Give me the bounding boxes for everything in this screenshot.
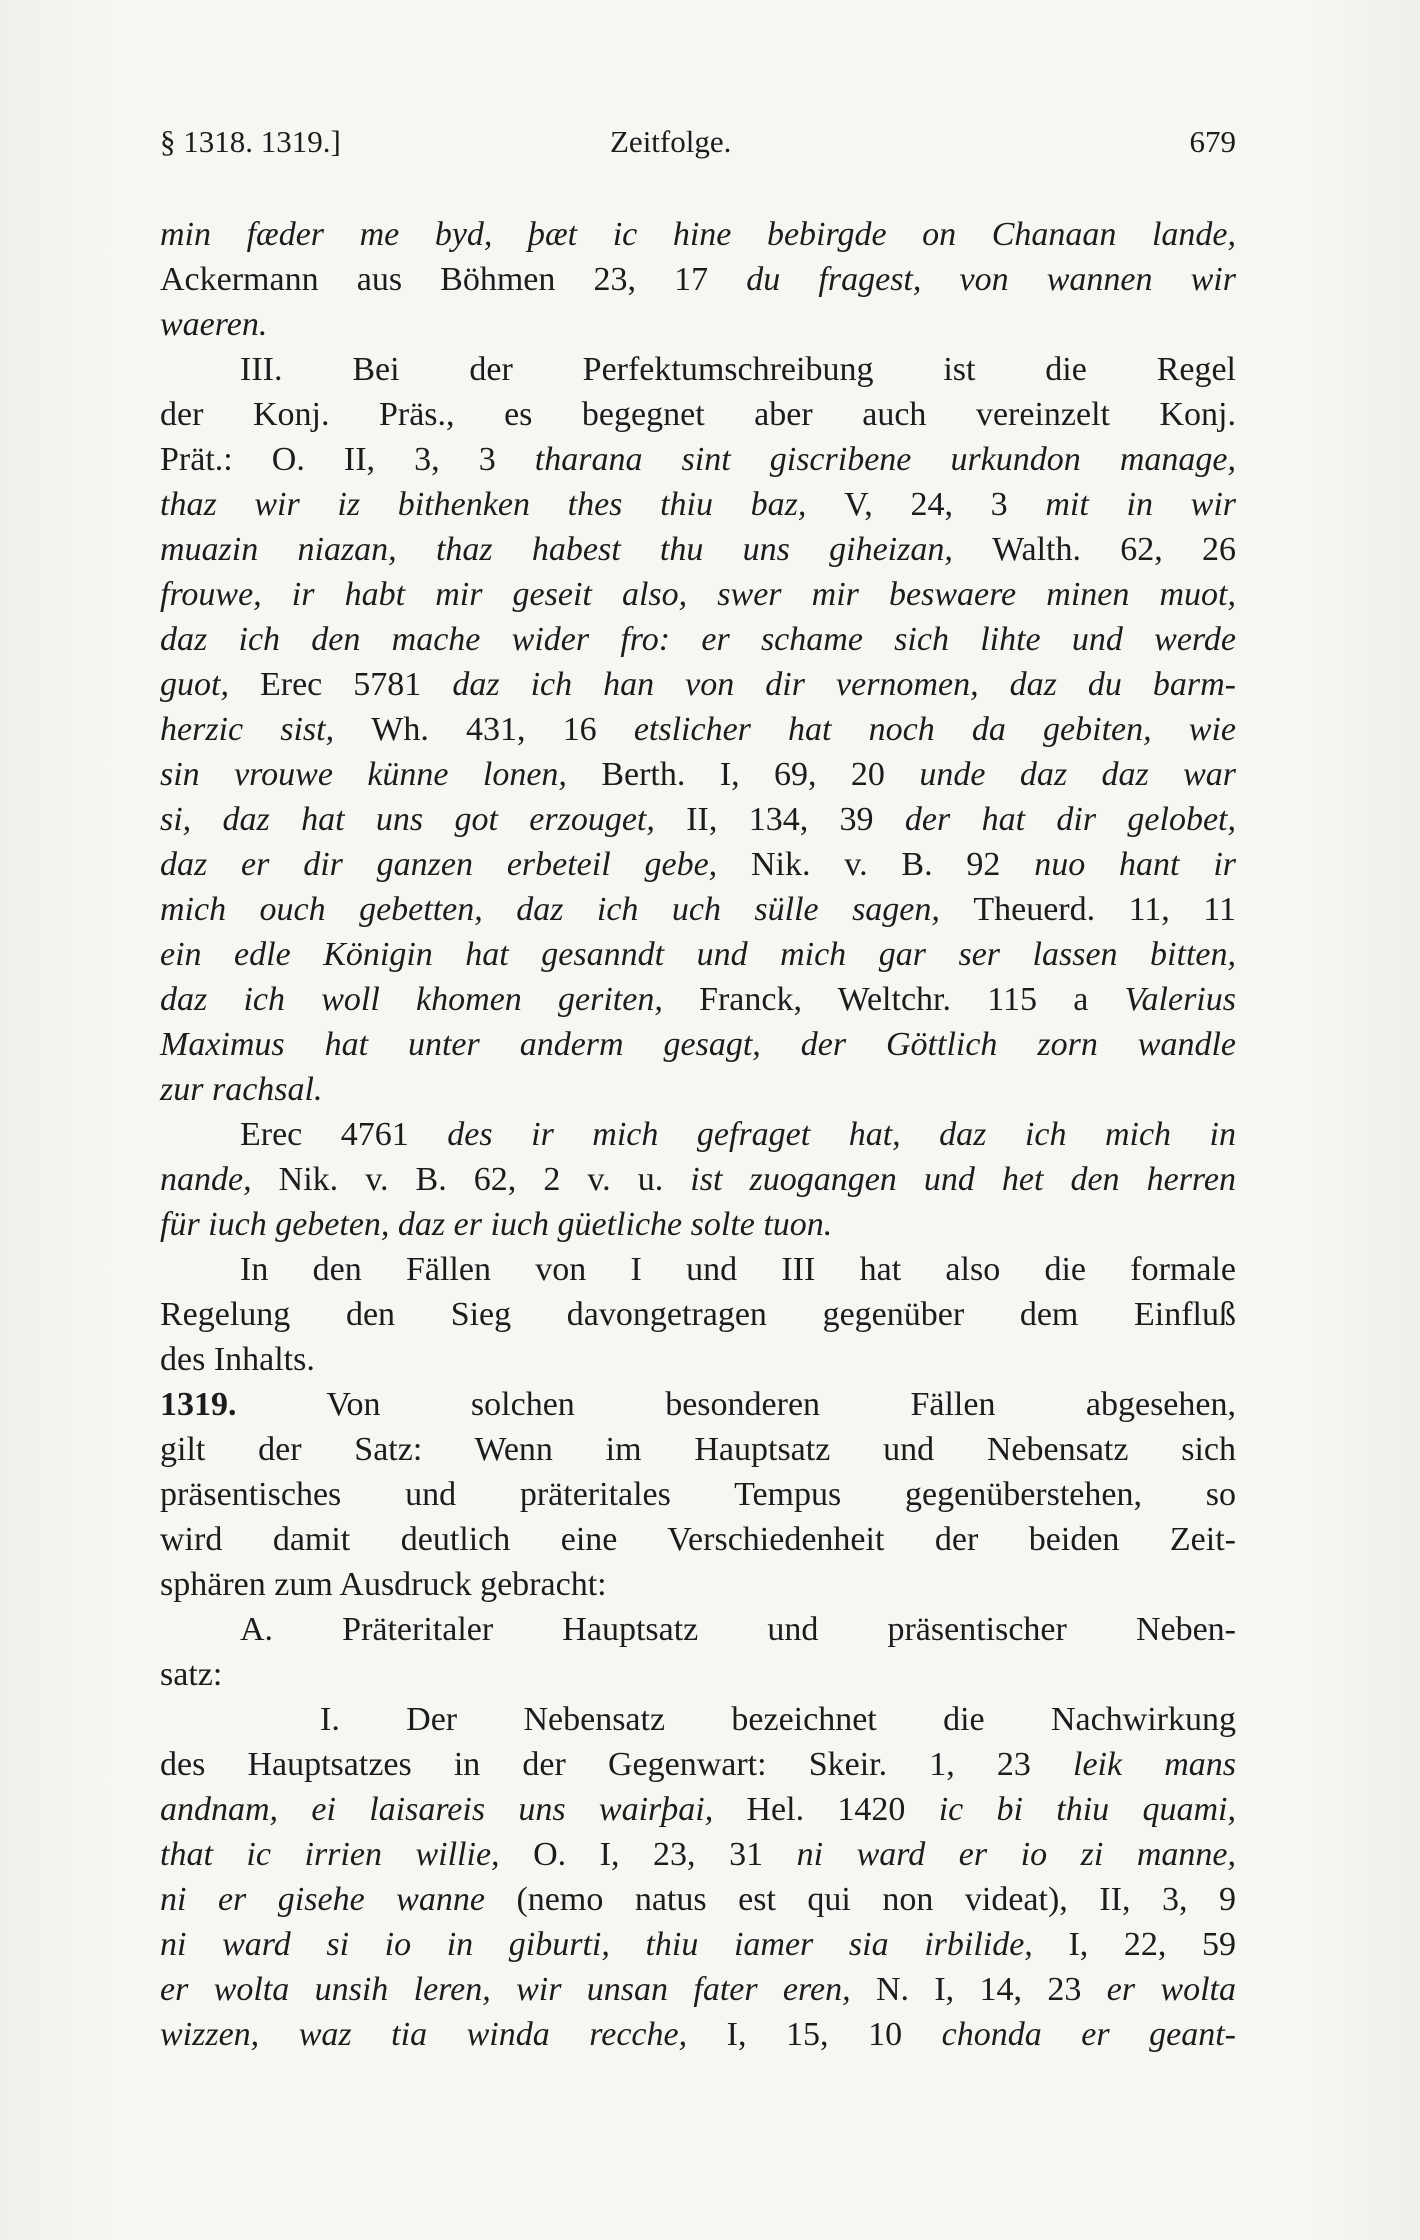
italic-citation-text: thaz wir iz bithenken thes thiu baz,: [160, 486, 845, 523]
text-run: N. I, 14, 23: [875, 1971, 1107, 2008]
text-line: [160, 302, 1236, 347]
text-line: [160, 887, 1236, 932]
italic-citation-text: Valerius: [1124, 981, 1236, 1018]
text-line: [160, 707, 1236, 752]
text-run: gilt der Satz: Wenn im Hauptsatz und Nebensatz sich: [160, 1431, 1236, 1468]
italic-citation-text: ein edle Königin hat gesanndt und mich gar ser lassen bitten,: [160, 936, 1236, 973]
italic-citation-text: daz ich han von dir vernomen, daz du barm-: [452, 666, 1237, 703]
text-run: Regelung den Sieg davongetragen gegenüber dem Einfluß: [160, 1296, 1236, 1333]
text-line: [160, 1652, 1236, 1697]
italic-citation-text: daz ich den mache wider fro: er schame sich lihte und werde: [160, 621, 1236, 658]
text-line: [160, 1292, 1236, 1337]
italic-citation-text: herzic sist,: [160, 711, 372, 748]
italic-citation-text: mich ouch gebetten, daz ich uch sülle sagen,: [160, 891, 974, 928]
text-run: O. I, 23, 31: [533, 1836, 797, 1873]
text-line: [160, 752, 1236, 797]
text-run: des Hauptsatzes in der Gegenwart: Skeir. 1, 23: [160, 1746, 1073, 1783]
text-run: Franck, Weltchr. 115 a: [699, 981, 1125, 1018]
italic-citation-text: ic bi thiu quami,: [938, 1791, 1236, 1828]
text-run: II, 134, 39: [686, 801, 905, 838]
italic-citation-text: nuo hant ir: [1034, 846, 1236, 883]
italic-citation-text: des ir mich gefraget hat, daz ich mich in: [447, 1116, 1236, 1153]
text-run: präsentisches und präteritales Tempus gegenüberstehen, so: [160, 1476, 1236, 1513]
section-number: 1319.: [160, 1386, 237, 1423]
italic-citation-text: ni er gisehe wanne: [160, 1881, 517, 1918]
text-line: [160, 842, 1236, 887]
text-run: der Konj. Präs., es begegnet aber auch vereinzelt Konj.: [160, 396, 1236, 433]
text-line: [160, 257, 1236, 302]
text-run: Walth. 62, 26: [992, 531, 1236, 568]
italic-citation-text: etslicher hat noch da gebiten, wie: [633, 711, 1237, 748]
text-line: [160, 482, 1236, 527]
text-line: [160, 1787, 1236, 1832]
italic-citation-text: Maximus hat unter anderm gesagt, der Göttlich zorn wandle: [160, 1026, 1236, 1063]
text-run: I. Der Nebensatz bezeichnet die Nachwirkung: [320, 1701, 1236, 1738]
text-line: [160, 527, 1236, 572]
text-run: A. Präteritaler Hauptsatz und präsentischer Neben-: [240, 1611, 1236, 1648]
italic-citation-text: that ic irrien willie,: [160, 1836, 534, 1873]
italic-citation-text: der hat dir gelobet,: [904, 801, 1236, 838]
text-line: [160, 1517, 1236, 1562]
text-run: (nemo natus est qui non videat), II, 3, 9: [516, 1881, 1236, 1918]
text-run: Hel. 1420: [746, 1791, 939, 1828]
text-line: [160, 1967, 1236, 2012]
text-line: [160, 1247, 1236, 1292]
text-line: [160, 1607, 1236, 1652]
italic-citation-text: daz ich woll khomen geriten,: [160, 981, 700, 1018]
italic-citation-text: min fæder me byd, þæt ic hine bebirgde on Chanaan lande,: [160, 216, 1236, 253]
italic-citation-text: andnam, ei laisareis uns wairþai,: [160, 1791, 747, 1828]
text-line: [160, 1922, 1236, 1967]
text-run: sphären zum Ausdruck gebracht:: [160, 1566, 607, 1603]
italic-citation-text: er wolta: [1106, 1971, 1236, 2008]
italic-citation-text: zur rachsal.: [160, 1071, 323, 1108]
section-reference: § 1318. 1319.]: [160, 124, 341, 159]
text-line: [160, 1427, 1236, 1472]
italic-citation-text: tharana sint giscribene urkundon manage,: [534, 441, 1236, 478]
italic-citation-text: ist zuogangen und het den herren: [690, 1161, 1236, 1198]
text-run: III. Bei der Perfektumschreibung ist die Regel: [240, 351, 1236, 388]
text-line: [160, 437, 1236, 482]
italic-citation-text: guot,: [160, 666, 260, 703]
italic-citation-text: nande,: [160, 1161, 279, 1198]
text-run: Nik. v. B. 92: [750, 846, 1035, 883]
page-title: Zeitfolge.: [610, 124, 732, 159]
text-run: V, 24, 3: [844, 486, 1046, 523]
text-run: Erec 5781: [259, 666, 453, 703]
italic-citation-text: waeren.: [160, 306, 268, 343]
text-run: I, 22, 59: [1068, 1926, 1236, 1963]
text-line: [160, 1157, 1236, 1202]
page-number: 679: [1189, 124, 1236, 159]
text-run: Berth. I, 69, 20: [601, 756, 920, 793]
text-run: Erec 4761: [240, 1116, 448, 1153]
text-line: [160, 1697, 1236, 1742]
text-line: [160, 1472, 1236, 1517]
italic-citation-text: daz er dir ganzen erbeteil gebe,: [160, 846, 751, 883]
text-run: Prät.: O. II, 3, 3: [160, 441, 535, 478]
text-line: [160, 1337, 1236, 1382]
text-line: [160, 662, 1236, 707]
italic-citation-text: ni ward er io zi manne,: [796, 1836, 1236, 1873]
italic-citation-text: du fragest, von wannen wir: [746, 261, 1236, 298]
text-run: wird damit deutlich eine Verschiedenheit der beiden Zeit-: [160, 1521, 1236, 1558]
body-text: [160, 212, 1236, 2057]
text-line: [160, 1112, 1236, 1157]
text-run: satz:: [160, 1656, 223, 1693]
italic-citation-text: wizzen, waz tia winda recche,: [160, 2016, 727, 2053]
text-line: [160, 1022, 1236, 1067]
italic-citation-text: unde daz daz war: [919, 756, 1237, 793]
text-run: des Inhalts.: [160, 1341, 315, 1378]
italic-citation-text: für iuch gebeten, daz er iuch güetliche solte tuon.: [160, 1206, 833, 1243]
text-line: [160, 392, 1236, 437]
text-line: [160, 977, 1236, 1022]
text-line: [160, 212, 1236, 257]
text-line: [160, 1877, 1236, 1922]
text-run: Von solchen besonderen Fällen abgesehen,: [236, 1386, 1236, 1423]
text-run: Wh. 431, 16: [371, 711, 634, 748]
italic-citation-text: ni ward si io in giburti, thiu iamer sia irbilide,: [160, 1926, 1069, 1963]
text-line: [160, 1832, 1236, 1877]
text-run: Theuerd. 11, 11: [973, 891, 1236, 928]
text-line: [160, 797, 1236, 842]
italic-citation-text: frouwe, ir habt mir geseit also, swer mir beswaere minen muot,: [160, 576, 1236, 613]
text-line: [160, 347, 1236, 392]
italic-citation-text: si, daz hat uns got erzouget,: [160, 801, 687, 838]
running-header: [160, 124, 1236, 168]
italic-citation-text: chonda er geant-: [941, 2016, 1237, 2053]
text-line: [160, 2012, 1236, 2057]
text-line: [160, 932, 1236, 977]
italic-citation-text: mit in wir: [1045, 486, 1236, 523]
text-line: [160, 617, 1236, 662]
italic-citation-text: sin vrouwe künne lonen,: [160, 756, 602, 793]
italic-citation-text: muazin niazan, thaz habest thu uns giheizan,: [160, 531, 993, 568]
italic-citation-text: leik mans: [1073, 1746, 1236, 1783]
text-line: [160, 1202, 1236, 1247]
text-run: Nik. v. B. 62, 2 v. u.: [278, 1161, 691, 1198]
italic-citation-text: er wolta unsih leren, wir unsan fater eren,: [160, 1971, 876, 2008]
text-run: Ackermann aus Böhmen 23, 17: [160, 261, 747, 298]
text-line: [160, 1562, 1236, 1607]
text-line: [160, 572, 1236, 617]
text-run: I, 15, 10: [726, 2016, 942, 2053]
text-run: In den Fällen von I und III hat also die formale: [240, 1251, 1236, 1288]
text-line: [160, 1742, 1236, 1787]
text-line: [160, 1067, 1236, 1112]
text-line: [160, 1382, 1236, 1427]
